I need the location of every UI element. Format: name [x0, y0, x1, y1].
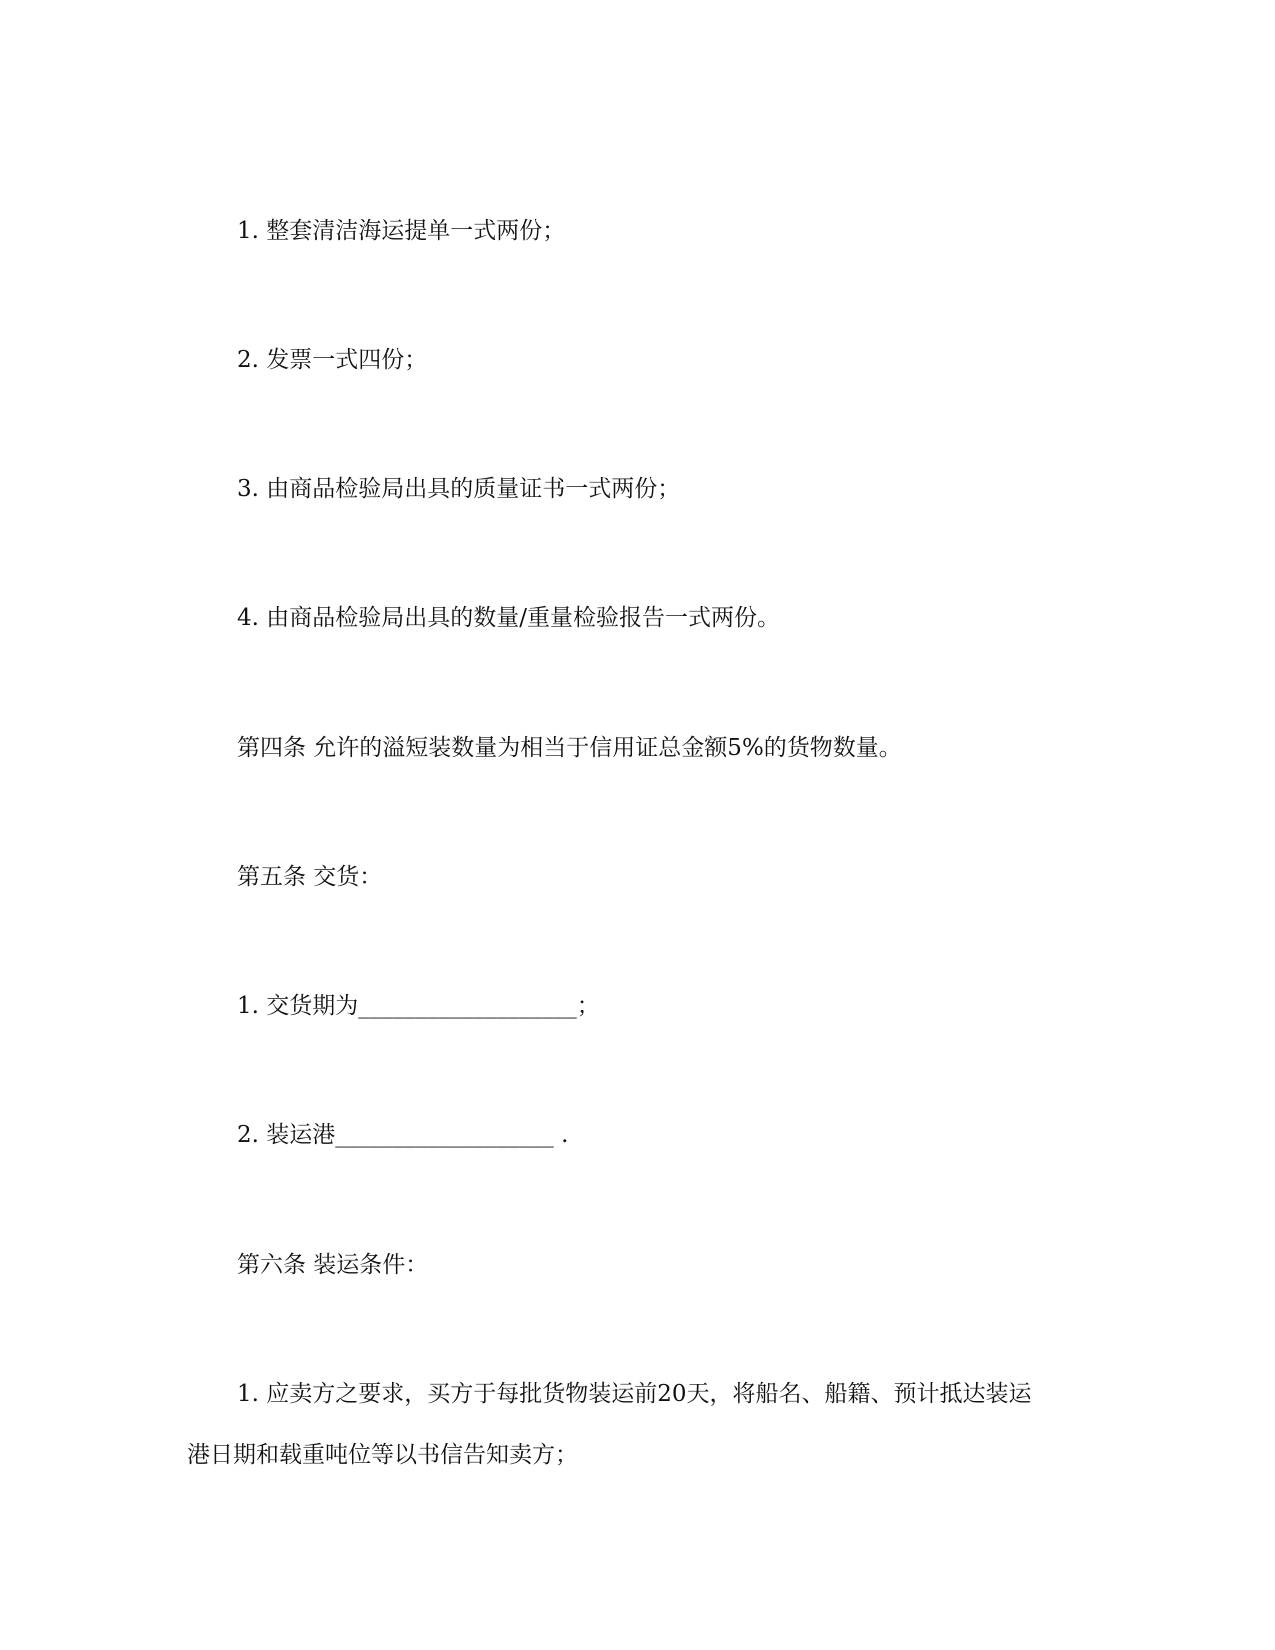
- list-item-bill-of-lading: 1. 整套清洁海运提单一式两份；: [237, 218, 566, 244]
- article-4-text: 第四条 允许的溢短装数量为相当于信用证总金额5%的货物数量。: [237, 735, 902, 761]
- article-6-heading: 第六条 装运条件：: [237, 1252, 429, 1278]
- shipping-condition-item-line1: 1. 应卖方之要求，买方于每批货物装运前20天，将船名、船籍、预计抵达装运: [237, 1381, 1032, 1407]
- article-5-heading: 第五条 交货：: [237, 864, 383, 890]
- shipping-condition-item-line2: 港日期和载重吨位等以书信告知卖方；: [187, 1442, 578, 1468]
- list-item-weight-report: 4. 由商品检验局出具的数量/重量检验报告一式两份。: [237, 605, 781, 631]
- list-item-quality-certificate: 3. 由商品检验局出具的质量证书一式两份；: [237, 476, 681, 502]
- list-item-invoice: 2. 发票一式四份；: [237, 347, 428, 373]
- loading-port-item: 2. 装运港___________________ .: [237, 1122, 569, 1148]
- delivery-period-item: 1. 交货期为___________________；: [237, 993, 600, 1019]
